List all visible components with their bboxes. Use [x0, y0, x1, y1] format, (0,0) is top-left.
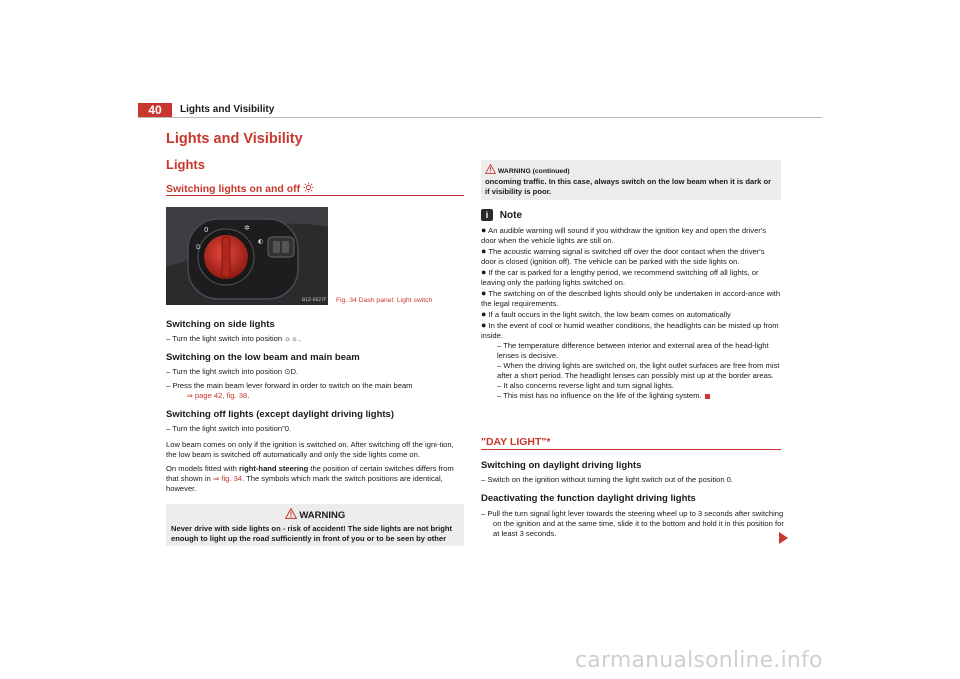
note-bullet: ● The switching on of the described lights should only be undertaken in accord-ance with the legal requirements. [481, 288, 781, 308]
warning-continued-header [481, 160, 781, 175]
note-bullet: ● If the car is parked for a lengthy period, we recommend switching off all lights, or leaving only the parking lights switched on. [481, 267, 759, 287]
low-beam-step-2-end: . [247, 391, 250, 400]
warning-continued-text: oncoming traffic. In this case, always switch on the low beam when it is dark or if visibility is poor. [485, 177, 772, 196]
low-beam-step-1: – Turn the light switch into position ⊙D. [166, 367, 299, 376]
note-list [481, 225, 781, 401]
note-header [481, 209, 522, 221]
fig-34-link[interactable]: ⇒ fig. 34 [212, 474, 243, 483]
warning-header [166, 504, 464, 521]
low-beam-step-2-text: – Press the main beam lever forward in order to switch on the main beam [166, 381, 413, 390]
daylight-on-title: Switching on daylight driving lights [481, 460, 642, 471]
svg-text:✲: ✲ [244, 224, 250, 232]
note-sub-item-text: – This mist has no influence on the life of the lighting system. [497, 391, 702, 400]
off-lights-step: – Turn the light switch into position"0. [166, 424, 292, 433]
section-end-mark [705, 394, 710, 399]
off-lights-title: Switching off lights (except daylight driving lights) [166, 409, 395, 420]
watermark: carmanualsonline.info [575, 648, 823, 673]
note-bullet-text: If the car is parked for a lengthy period, we recommend switching off all lights, or leaving only the parking lights switched on. [481, 268, 759, 287]
svg-text:0: 0 [204, 226, 209, 234]
note-bullet: ● The acoustic warning signal is switched off over the door contact when the driver's door is closed (ignition off). The vehicle can be parked with the side lights on. [481, 246, 765, 266]
side-lights-title: Switching on side lights [166, 319, 275, 330]
warning-text: Never drive with side lights on - risk of accident! The side lights are not bright enough to light up the road sufficiently in front of you or to be seen by other [171, 524, 453, 543]
subsection-title [166, 182, 314, 195]
daylight-off-title: Deactivating the function daylight driving lights [481, 493, 696, 504]
info-icon: i [481, 209, 493, 221]
note-sub-item: – When the driving lights are switched on, the light outlet surfaces are free from mist after a short period. The headlight lenses can possibly mist up at the border areas. [497, 361, 780, 380]
warning-continued-title: WARNING (continued) [497, 168, 570, 175]
light-sun-icon [303, 182, 314, 193]
running-title: Lights and Visibility [180, 104, 275, 115]
note-sub-item: – The temperature difference between interior and external area of the head-light lenses is decisive. [497, 341, 769, 360]
figure-code: B1Z-0027F [302, 298, 327, 303]
rhd-text-1: On models fitted with [166, 464, 240, 473]
page-42-link[interactable]: ⇒ page 42, fig. 38 [186, 391, 248, 400]
subsection-title-text: Switching lights on and off [166, 183, 301, 195]
light-switch-illustration [166, 207, 328, 305]
day-light-rule [481, 449, 781, 450]
side-lights-step: – Turn the light switch into position ☼☼. [166, 334, 301, 343]
rhd-text-3: . The symbols which mark the switch positions are identical, however. [166, 474, 443, 493]
rhd-paragraph [166, 464, 464, 494]
rhd-bold: right-hand steering [239, 464, 309, 473]
note-bullet: ● In the event of cool or humid weather conditions, the headlights can be misted up from inside. [481, 320, 779, 340]
low-beam-step-2 [166, 381, 470, 401]
daylight-off-step: – Pull the turn signal light lever towards the steering wheel up to 3 seconds after switching on the ignition and at the same time, slide it to the bottom and hold it in this position for at least 3 seconds. [481, 509, 784, 538]
warning-continued-box [481, 160, 781, 200]
note-sub-item [481, 391, 781, 401]
main-title: Lights and Visibility [166, 131, 303, 147]
rhd-text-2: the position of certain switches differs from that shown in [166, 464, 454, 483]
warning-box [166, 504, 464, 546]
note-bullet-text: An audible warning will sound if you withdraw the ignition key and open the driver's door when the vehicle lights are still on. [481, 226, 767, 245]
continue-arrow-icon [779, 532, 788, 544]
section-title: Lights [166, 157, 205, 172]
warning-title: WARNING [299, 510, 346, 521]
warning-triangle-icon [485, 164, 496, 174]
day-light-title: "DAY LIGHT"* [481, 436, 551, 448]
daylight-on-step: – Switch on the ignition without turning the light switch out of the position 0. [481, 475, 734, 484]
note-sub-item: – It also concerns reverse light and turn signal lights. [497, 381, 674, 390]
low-beam-title: Switching on the low beam and main beam [166, 352, 360, 363]
page-number: 40 [138, 103, 172, 117]
note-title: Note [499, 210, 523, 221]
note-bullet: ● An audible warning will sound if you withdraw the ignition key and open the driver's door when the vehicle lights are still on. [481, 225, 767, 245]
note-bullet-text: In the event of cool or humid weather conditions, the headlights can be misted up from inside. [481, 321, 779, 340]
note-bullet: ● If a fault occurs in the light switch, the low beam comes on automatically [481, 309, 731, 319]
note-bullet-text: If a fault occurs in the light switch, the low beam comes on automatically [488, 310, 731, 319]
subsection-rule [166, 195, 464, 196]
header-rule [138, 117, 822, 118]
note-bullet-text: The acoustic warning signal is switched off over the door contact when the driver's door is closed (ignition off). The vehicle can be parked with the side lights on. [481, 247, 765, 266]
note-bullet-text: The switching on of the described lights should only be undertaken in accord-ance with the legal requirements. [481, 289, 781, 308]
svg-text:D: D [196, 244, 201, 251]
figure-caption: Fig. 34 Dash panel: Light switch [336, 297, 433, 304]
svg-text:◐: ◐ [258, 238, 264, 245]
light-switch-photo [166, 207, 328, 305]
low-beam-paragraph: Low beam comes on only if the ignition is switched on. After switching off the igni-tion, the low beam is switched off automatically and only the side lights come on. [166, 440, 454, 459]
warning-triangle-icon [285, 508, 297, 519]
